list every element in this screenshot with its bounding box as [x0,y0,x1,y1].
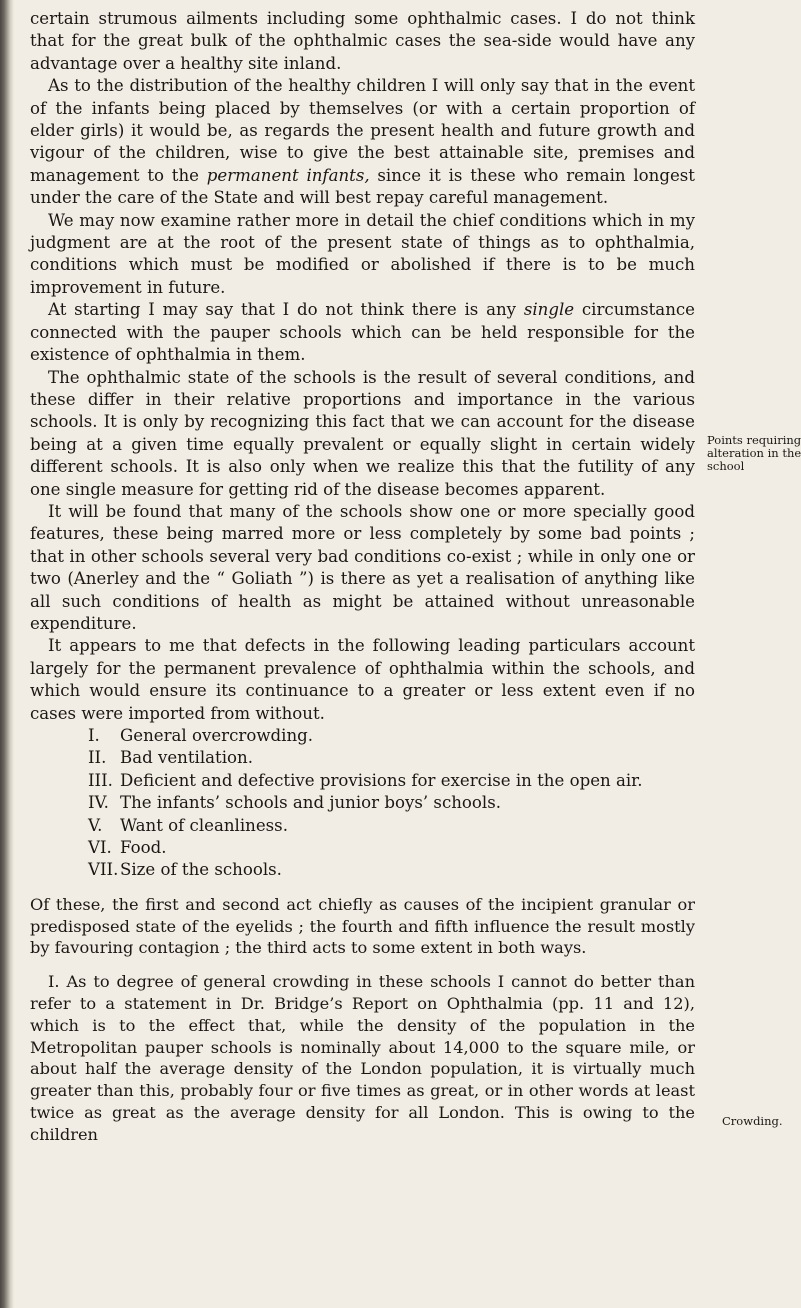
list-item-text: Food. [120,838,167,858]
list-item [88,859,695,881]
paragraph-2-part-b: since it is these who remain longest under the care of the State and will best repay careful management. [30,165,695,208]
list-item-text: Want of cleanliness. [120,815,288,835]
list-item-number: V. [88,815,103,835]
list-item [88,815,695,837]
paragraph-2-part-a: As to the distribution of the healthy children I will only say that in the event of the infants being placed by themselves (or with a certain proportion of elder girls) it would be, as regards the present health and future growth and vigour of the children, wise to give the best attainable site, premises and management to the [30,76,695,185]
paragraph-2-emphasis: permanent infants, [206,165,370,185]
paragraph-7: It appears to me that defects in the following leading particulars account largely for the permanent prevalence of ophthalmia within the schools, and which would ensure its continuance to a greater or less extent even if no cases were imported from without. [30,636,695,723]
paragraph-6: It will be found that many of the schools show one or more specially good features, these being marred more or less completely by some bad points ; that in other schools several very bad conditions co-exist ; while in only one or two (Anerley and the “ Goliath ”) is there as yet a realisation of anything like all such conditions of health as might be attained without unreasonable expenditure. [30,501,695,633]
list-spacer [30,882,695,894]
list-item-text: Deficient and defective provisions for exercise in the open air. [120,770,643,790]
list-item [88,837,695,859]
list-item-number: VII. [88,860,119,880]
paragraph-1: certain strumous ailments including some ophthalmic cases. I do not think that for the great bulk of the ophthalmic cases the sea-side would have any advantage over a healthy site inland. [30,9,695,73]
margin-note-crowding: Crowding. [722,1114,783,1128]
paragraph-8: Of these, the first and second act chiefly as causes of the incipient granular or predisposed state of the eyelids ; the fourth and fifth influence the result mostly by favouring contagion ; the third acts to some extent in both ways. [30,894,695,958]
paragraph-3: We may now examine rather more in detail the chief conditions which in my judgment are at the root of the present state of things as to ophthalmia, conditions which must be modified or abolished if there is to be much improvement in future. [30,210,695,297]
list-item-text: General overcrowding. [120,726,314,745]
list-item [88,747,695,769]
list-item-number: II. [88,748,107,768]
paragraph-4-emphasis: single [523,300,575,320]
list-item-text: The infants’ schools and junior boys’ schools. [120,793,501,813]
list-item [88,792,695,814]
paragraph-4 [30,299,695,366]
paragraph-4-part-a: At starting I may say that I do not think there is any [48,300,524,320]
section-spacer [30,959,695,971]
body-text [30,8,695,1146]
list-item [88,770,695,792]
list-item-number: III. [88,770,113,790]
list-item [88,725,695,747]
list-item-number: IV. [88,793,109,813]
paragraph-4-part-b: circumstance connected with the pauper schools which can be held responsible for the existence of ophthalmia in them. [30,300,695,365]
margin-note-points: Points requiring alteration in the school [707,433,801,473]
page-binding-edge [0,0,14,1308]
list-item-text: Bad ventilation. [120,748,253,768]
list-item-text: Size of the schools. [120,860,282,880]
conditions-list [88,725,695,882]
paragraph-9: I. As to degree of general crowding in these schools I cannot do better than refer to a statement in Dr. Bridge’s Report on Ophthalmia (pp. 11 and 12), which is to the effect that, while the density of the population in the Metropolitan pauper schools is nominally about 14,000 to the square mile, or about half the average density of the London population, it is virtually much greater than this, probably four or five times as great, or in other words at least twice as great as the average density for all London. This is owing to the children [30,972,695,1144]
list-item-number: I. [88,726,100,745]
paragraph-5: The ophthalmic state of the schools is the result of several conditions, and these differ in their relative proportions and importance in the various schools. It is only by recognizing this fact that we can account for the disease being at a given time equally prevalent or equally slight in certain widely different schools. It is also only when we realize this that the futility of any one single measure for getting rid of the disease becomes apparent. [30,367,695,499]
list-item-number: VI. [88,838,112,858]
paragraph-2 [30,75,695,209]
